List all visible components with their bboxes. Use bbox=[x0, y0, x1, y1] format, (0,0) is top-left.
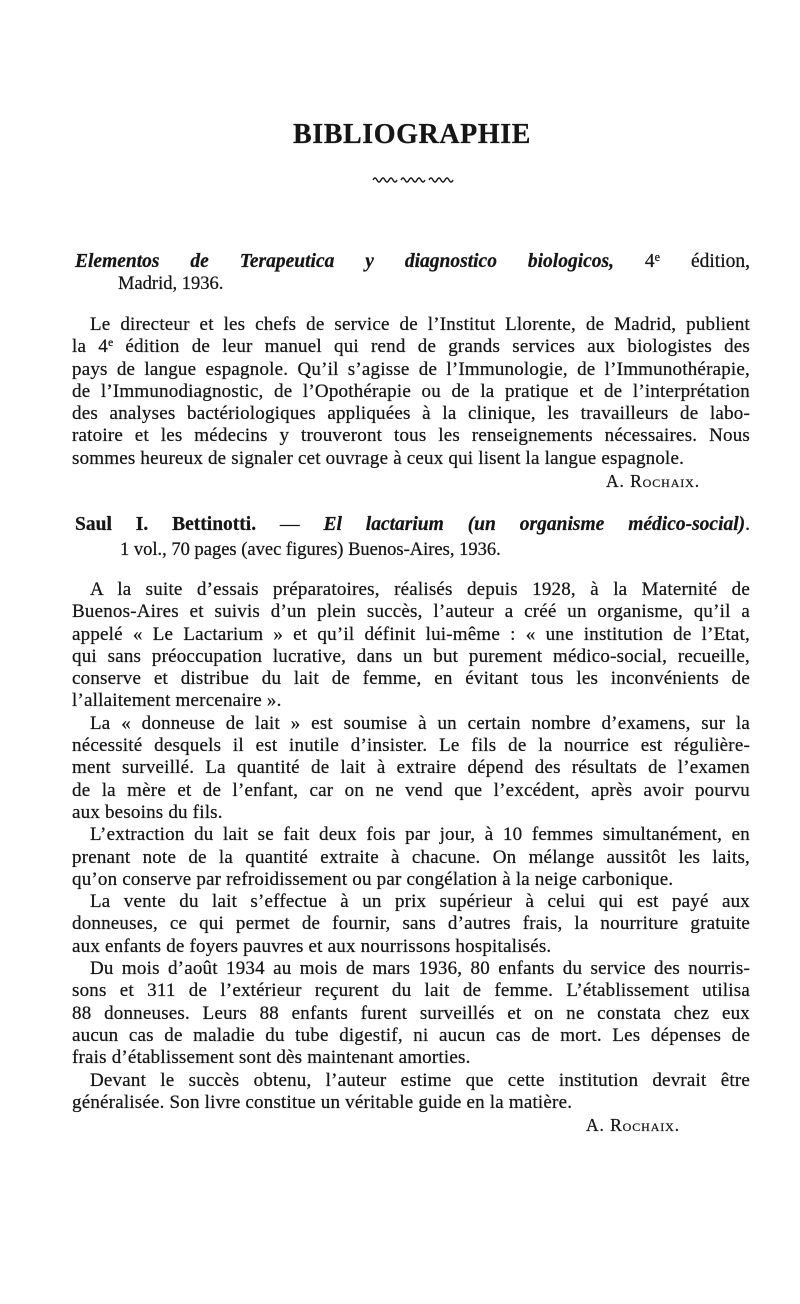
text-line: 88 donneuses. Leurs 88 enfants furent surveillés et on ne constata chez eux bbox=[72, 1002, 750, 1024]
text-line: aucun cas de maladie du tube digestif, ni aucun cas de mort. Les dépenses de bbox=[72, 1024, 750, 1046]
text-line: frais d’établissement sont dès maintenant amorties. bbox=[72, 1047, 471, 1069]
text-line: La « donneuse de lait » est soumise à un certain nombre d’examens, sur la bbox=[90, 712, 750, 734]
text-line: prenant note de la quantité extraite à chacune. On mélange aussitôt les laits, bbox=[72, 846, 750, 868]
reviewer-signature: A. Rochaix. bbox=[606, 471, 700, 492]
text-line: pays de langue espagnole. Qu’il s’agisse de l’Immunologie, de l’Immunothérapie, bbox=[72, 358, 750, 380]
text-line: sons et 311 de l’extérieur reçurent du lait de femme. L’établissement utilisa bbox=[72, 980, 750, 1002]
text-line: généralisée. Son livre constitue un véritable guide en la matière. bbox=[72, 1091, 573, 1113]
ordinal-superscript: e bbox=[107, 336, 114, 350]
edition-number: 4 bbox=[644, 251, 655, 272]
review-heading bbox=[75, 250, 750, 296]
text-line: sommes heureux de signaler cet ouvrage à ceux qui lisent la langue espagnole. bbox=[72, 447, 685, 469]
text-line: de l’Immunodiagnostic, de l’Opothérapie ou de la pratique et de l’interprétation bbox=[72, 380, 750, 402]
publication-info: 1 vol., 70 pages (avec figures) Buenos-Aires, 1936. bbox=[120, 539, 501, 560]
text-line: ratoire et les médecins y trouveront tous les renseignements nécessaires. Nous bbox=[72, 425, 750, 447]
review-paragraph bbox=[72, 314, 750, 470]
text-line: nécessité desquels il est inutile d’insister. Le fils de la nourrice est régulière- bbox=[72, 735, 750, 757]
text-line: conserve et distribue du lait de femme, en évitant tous les inconvénients de bbox=[72, 668, 750, 690]
review-paragraph bbox=[72, 891, 750, 958]
text-segment: édition de leur manuel qui rend de grands services aux biologistes des bbox=[125, 336, 751, 358]
book-title: El lactarium (un organisme médico-social) bbox=[323, 514, 746, 535]
review-paragraph bbox=[72, 713, 750, 824]
book-author: Saul I. Bettinotti. bbox=[75, 514, 257, 535]
text-line: L’extraction du lait se fait deux fois par jour, à 10 femmes simultanément, en bbox=[90, 824, 750, 846]
text-line: aux enfants de foyers pauvres et aux nourrissons hospitalisés. bbox=[72, 935, 552, 957]
text-segment: la 4 bbox=[72, 336, 108, 358]
text-line: l’allaitement mercenaire ». bbox=[72, 690, 282, 712]
text-line: A la suite d’essais préparatoires, réalisés depuis 1928, à la Maternité de bbox=[90, 579, 750, 600]
review-paragraph bbox=[72, 1070, 750, 1115]
book-title: Elementos de Terapeutica y diagnostico biologicos, bbox=[75, 251, 614, 272]
review-paragraph bbox=[72, 958, 750, 1069]
text-line: qui sans préoccupation lucrative, dans un but purement médico-social, recueille, bbox=[72, 645, 750, 667]
edition-superscript: e bbox=[654, 249, 661, 264]
text-line: Du mois d’août 1934 au mois de mars 1936, 80 enfants du service des nourris- bbox=[90, 958, 750, 980]
heading-separator: — bbox=[280, 514, 300, 535]
section-title: BIBLIOGRAPHIE bbox=[292, 119, 532, 150]
review-heading bbox=[75, 513, 750, 562]
text-line: ment surveillé. La quantité de lait à extraire dépend des résultats de l’examen bbox=[72, 757, 750, 779]
review-body bbox=[72, 314, 750, 492]
text-line: des analyses bactériologiques appliquées à la clinique, les travailleurs de labo- bbox=[72, 403, 750, 425]
text-line: qu’on conserve par refroidissement ou par congélation à la neige carbonique. bbox=[72, 868, 674, 890]
text-line: aux besoins du fils. bbox=[72, 801, 223, 823]
heading-title-line bbox=[75, 250, 750, 273]
text-line: donneuses, ce qui permet de fournir, sans d’autres frais, la nourriture gratuite bbox=[72, 913, 750, 935]
text-line: La vente du lait s’effectue à un prix supérieur à celui qui est payé aux bbox=[90, 891, 750, 913]
text-line: de la mère et de l’enfant, car on ne vend que l’excédent, après avoir pourvu bbox=[72, 779, 750, 801]
text-line bbox=[72, 336, 750, 358]
review-paragraph bbox=[72, 579, 750, 713]
title-end-punctuation: . bbox=[745, 514, 751, 535]
text-line: Le directeur et les chefs de service de l’Institut Llorente, de Madrid, publient bbox=[90, 314, 750, 335]
text-line: Buenos-Aires et suivis d’un plein succès, l’auteur a créé un organisme, qu’il a bbox=[72, 601, 750, 623]
ornament-divider-icon bbox=[372, 175, 454, 185]
review-paragraph bbox=[72, 824, 750, 891]
review-body bbox=[72, 579, 750, 1136]
heading-title-line bbox=[75, 513, 750, 538]
reviewer-signature: A. Rochaix. bbox=[586, 1115, 680, 1136]
text-line: Devant le succès obtenu, l’auteur estime que cette institution devrait être bbox=[90, 1069, 750, 1091]
publication-info: Madrid, 1936. bbox=[118, 274, 224, 294]
edition-label: édition, bbox=[690, 251, 750, 272]
text-line: appelé « Le Lactarium » et qu’il définit lui-même : « une institution de l’Etat, bbox=[72, 623, 750, 645]
